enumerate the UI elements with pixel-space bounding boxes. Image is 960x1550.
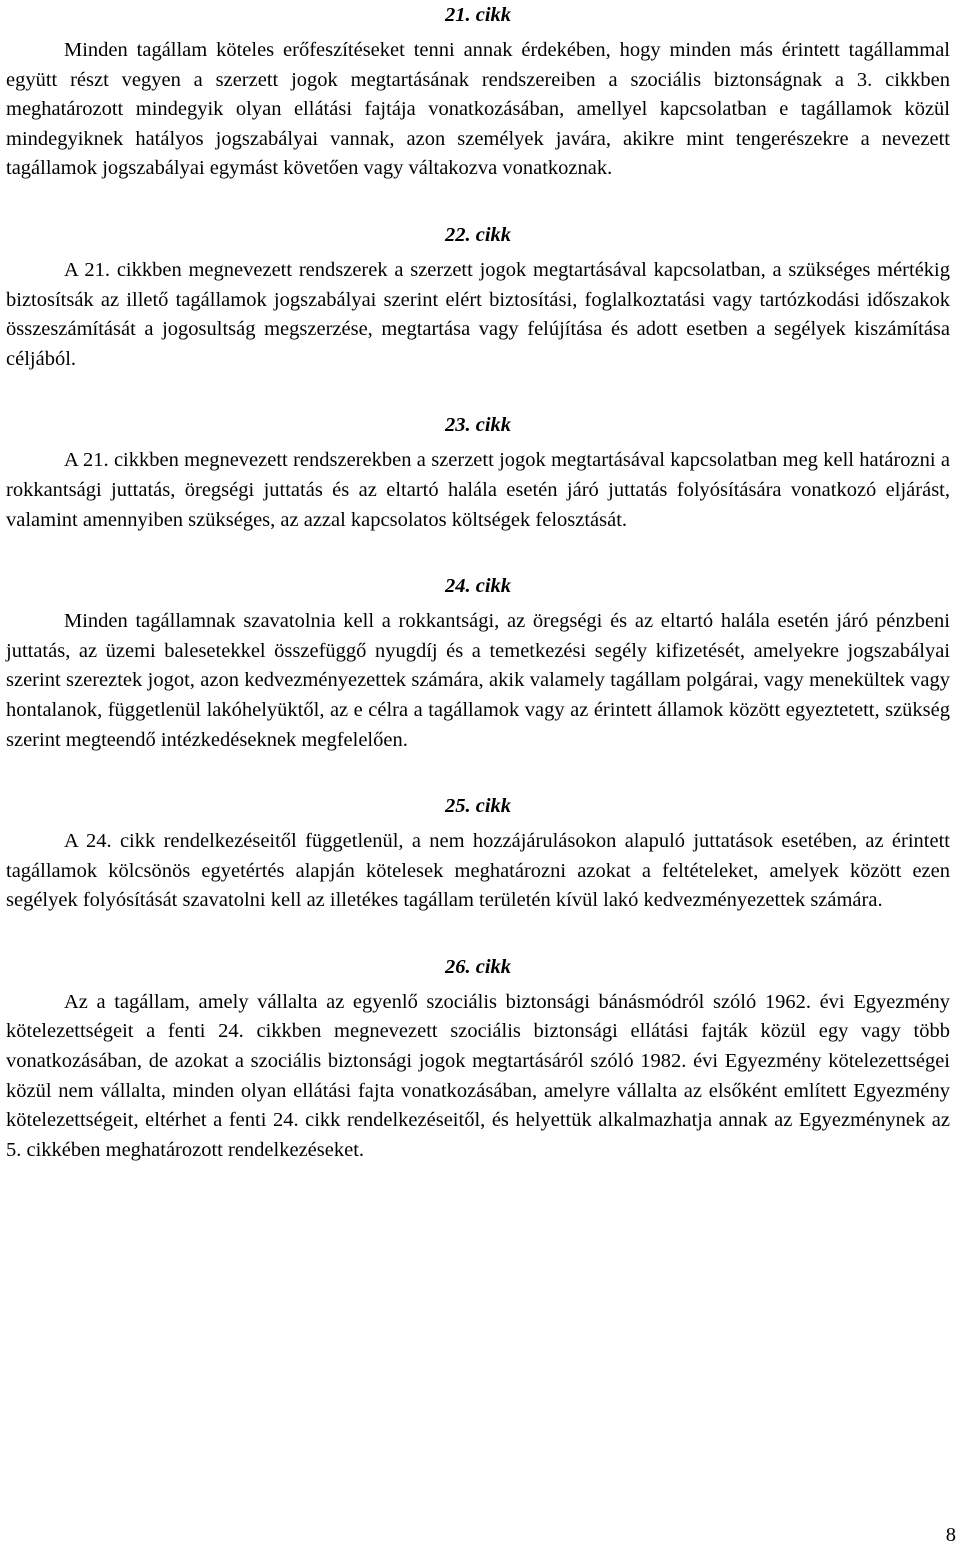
article-24 xyxy=(6,571,950,755)
spacer xyxy=(6,374,950,410)
article-heading: 24. cikk xyxy=(444,575,512,598)
article-paragraph: Minden tagállam köteles erőfeszítéseket tenni annak érdekében, hogy minden más érintett tagállammal együtt részt vegyen a szerzett jogok megtartásának rendszereiben a szociális biztonságnak a 3. cikkben meghatározott mindegyik olyan ellátási fajtája vonatkozásában, amellyel kapcsolatban e tagállamok közül mindegyiknek hatályos jogszabályai vannak, azon személyek javára, akikre mint tengerészekre a nevezett tagállamok jogszabályai egymást követően vagy váltakozva vonatkoznak. xyxy=(6,39,950,180)
article-paragraph: A 21. cikkben megnevezett rendszerekben a szerzett jogok megtartásával kapcsolatban meg kell határozni a rokkantsági juttatás, öregségi juttatás és az eltartó halála esetén járó juttatás folyósítására vonatkozó eljárást, valamint amennyiben szükséges, az azzal kapcsolatos költségek felosztását. xyxy=(6,449,950,531)
article-heading: 23. cikk xyxy=(444,414,512,437)
spacer xyxy=(6,535,950,571)
article-21 xyxy=(6,0,950,184)
article-heading: 22. cikk xyxy=(444,223,512,246)
spacer xyxy=(6,916,950,952)
article-23 xyxy=(6,410,950,535)
article-22 xyxy=(6,220,950,374)
document-page xyxy=(6,0,950,1165)
spacer xyxy=(6,755,950,791)
page-number: 8 xyxy=(945,1524,956,1546)
article-paragraph: Az a tagállam, amely vállalta az egyenlő szociális biztonsági bánásmódról szóló 1962. évi Egyezmény kötelezettségeit a fenti 24. cikkben megnevezett szociális biztonsági ellátási fajták közül egy vagy több vonatkozásában, de azokat a szociális biztonsági jogok megtartásáról szóló 1982. évi Egyezmény kötelezettségei közül nem vállalta, minden olyan ellátási fajta vonatkozásában, amelyre vállalta az elsőként említett Egyezmény kötelezettségeit, eltérhet a fenti 24. cikk rendelkezéseitől, és helyettük alkalmazhatja annak az Egyezménynek az 5. cikkében meghatározott rendelkezéseket. xyxy=(6,990,950,1161)
article-paragraph: Minden tagállamnak szavatolnia kell a rokkantsági, az öregségi és az eltartó halála esetén járó pénzbeni juttatás, az üzemi balesetekkel összefüggő nyugdíj és a temetkezési segély kifizetését, amelyekre jogszabályai szerint szereztek jogot, azon kedvezményezettek számára, akik valamely tagállam polgárai, vagy menekültek vagy hontalanok, függetlenül lakóhelyüktől, az e célra a tagállamok vagy az érintett államok között egyeztetett, szükség szerint megteendő intézkedéseknek megfelelően. xyxy=(6,610,950,751)
article-paragraph: A 21. cikkben megnevezett rendszerek a szerzett jogok megtartásával kapcsolatban, a szükséges mértékig biztosítsák az illető tagállamok jogszabályai szerint elért biztosítási, foglalkoztatási vagy tartózkodási időszakok összeszámítását a jogosultság megszerzése, megtartása vagy felújítása és adott esetben a segélyek kiszámítása céljából. xyxy=(6,258,950,370)
article-25 xyxy=(6,791,950,916)
article-26 xyxy=(6,952,950,1166)
article-heading: 21. cikk xyxy=(444,4,512,26)
article-paragraph: A 24. cikk rendelkezéseitől függetlenül, a nem hozzájárulásokon alapuló juttatások esetében, az érintett tagállamok kölcsönös egyetértés alapján kötelesek meghatározni azokat a feltételeket, amelyek között ezen segélyek folyósítását szavatolni kell az illetékes tagállam területén kívül lakó kedvezményezettek számára. xyxy=(6,830,950,912)
article-heading: 26. cikk xyxy=(444,955,512,978)
spacer xyxy=(6,184,950,220)
article-heading: 25. cikk xyxy=(444,795,512,818)
